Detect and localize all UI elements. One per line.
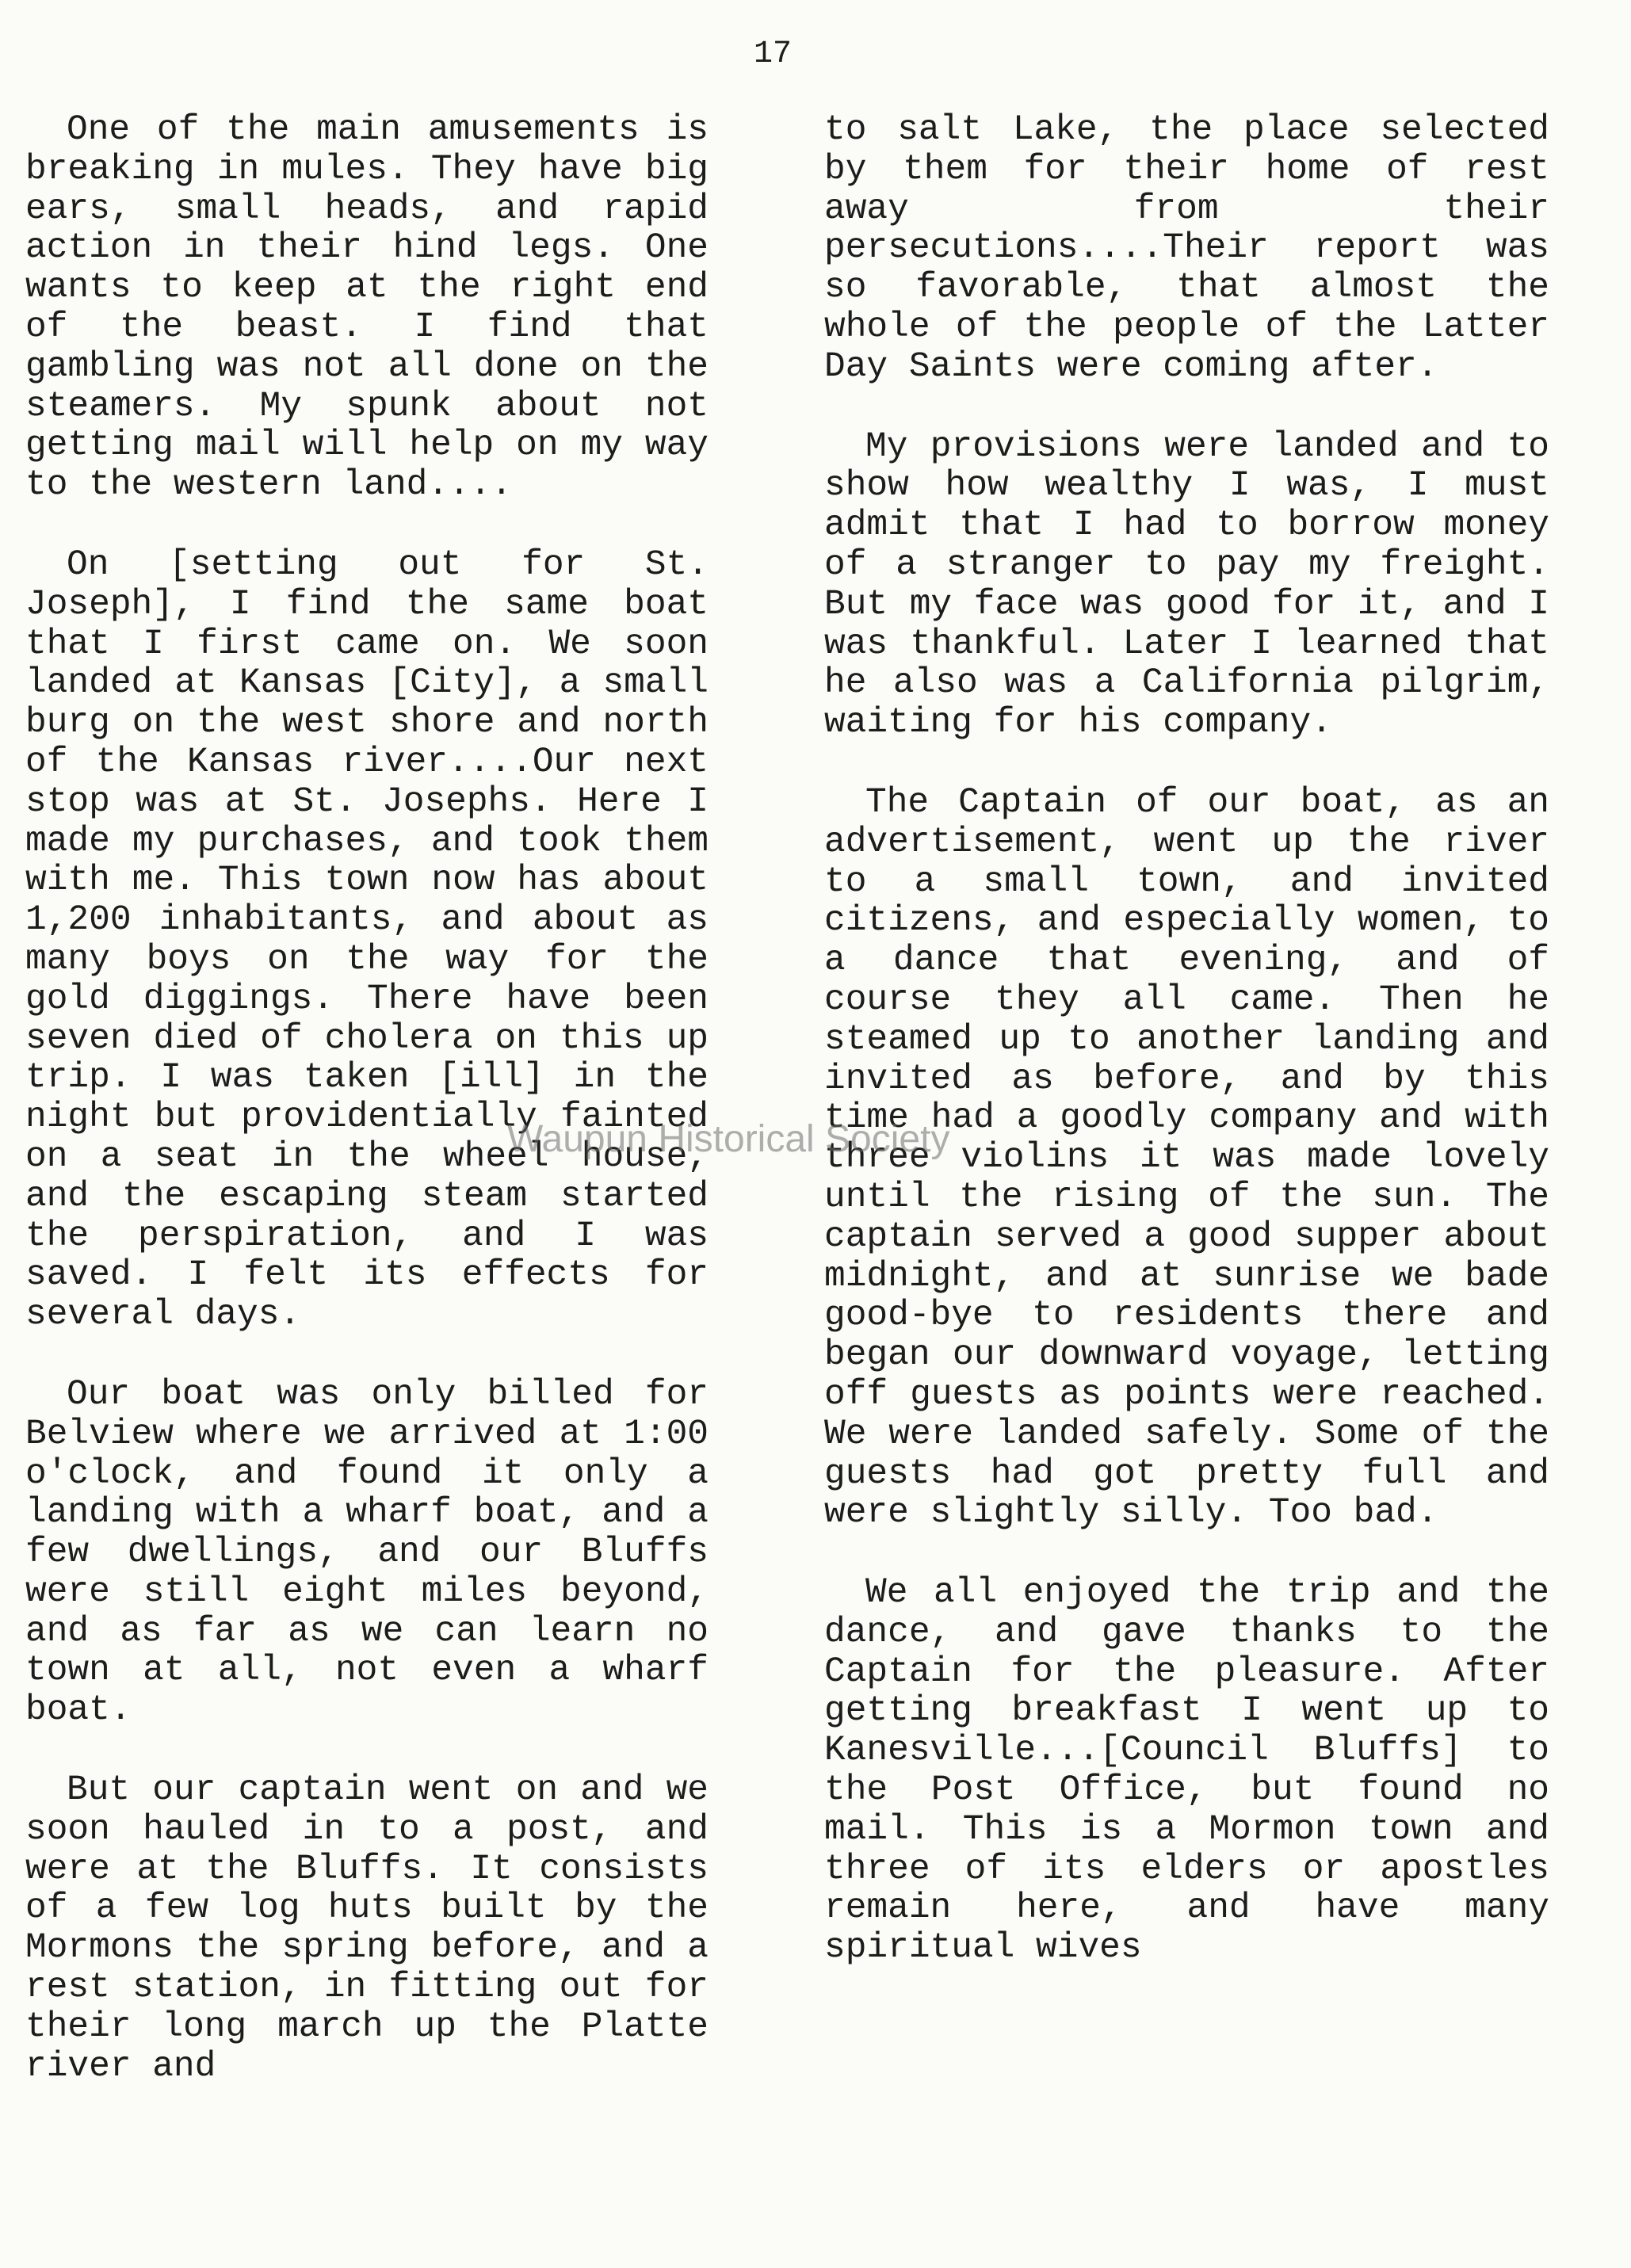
paragraph: The Captain of our boat, as an advertisement, went up the river to a small town, and invited citizens, and especially women, to a dance that evening, and of course they all came. Then he steamed up to another landing and invited as before, and by this time had a goodly company and with three violins it was made lovely until the rising of the sun. The captain served a good supper about midnight, and at sunrise we bade good-bye to residents there and began our downward voyage, letting off guests as points were reached. We were landed safely. Some of the guests had got pretty full and were slightly silly. Too bad.: [824, 782, 1549, 1533]
paragraph: to salt Lake, the place selected by them for their home of rest away from their persecutions....Their report was so favorable, that almost the whole of the people of the Latter Day Saints were coming after.: [824, 110, 1549, 387]
paragraph: Our boat was only billed for Belview where we arrived at 1:00 o'clock, and found it only a landing with a wharf boat, and a few dwellings, and our Bluffs were still eight miles beyond, and as far as we can learn no town at all, not even a wharf boat.: [25, 1374, 709, 1731]
paragraph: We all enjoyed the trip and the dance, and gave thanks to the Captain for the pleasure. After getting breakfast I went up to Kanesville...[Council Bluffs] to the Post Office, but found no mail. This is a Mormon town and three of its elders or apostles remain here, and have many spiritual wives: [824, 1573, 1549, 1968]
right-column: [824, 111, 1549, 1968]
paragraph: But our captain went on and we soon hauled in to a post, and were at the Bluffs. It consists of a few log huts built by the Mormons the spring before, and a rest station, in fitting out for their long march up the Platte river and: [25, 1770, 709, 2087]
watermark: Waupun Historical Society: [507, 1118, 950, 1160]
paragraph: One of the main amusements is breaking in mules. They have big ears, small heads, and rapid action in their hind legs. One wants to keep at the right end of the beast. I find that gambling was not all done on the steamers. My spunk about not getting mail will help on my way to the western land....: [25, 110, 709, 506]
page-number: 17: [753, 36, 792, 72]
paragraph: My provisions were landed and to show how wealthy I was, I must admit that I had to borrow money of a stranger to pay my freight. But my face was good for it, and I was thankful. Later I learned that he also was a California pilgrim, waiting for his company.: [824, 426, 1549, 743]
left-column: [25, 111, 709, 2087]
paragraph: On [setting out for St. Joseph], I find the same boat that I first came on. We soon landed at Kansas [City], a small burg on the west shore and north of the Kansas river....Our next stop was at St. Josephs. Here I made my purchases, and took them with me. This town now has about 1,200 inhabitants, and about as many boys on the way for the gold diggings. There have been seven died of cholera on this up trip. I was taken [ill] in the night but providentially fainted on a seat in the wheel house, and the escaping steam started the perspiration, and I was saved. I felt its effects for several days.: [25, 544, 709, 1335]
